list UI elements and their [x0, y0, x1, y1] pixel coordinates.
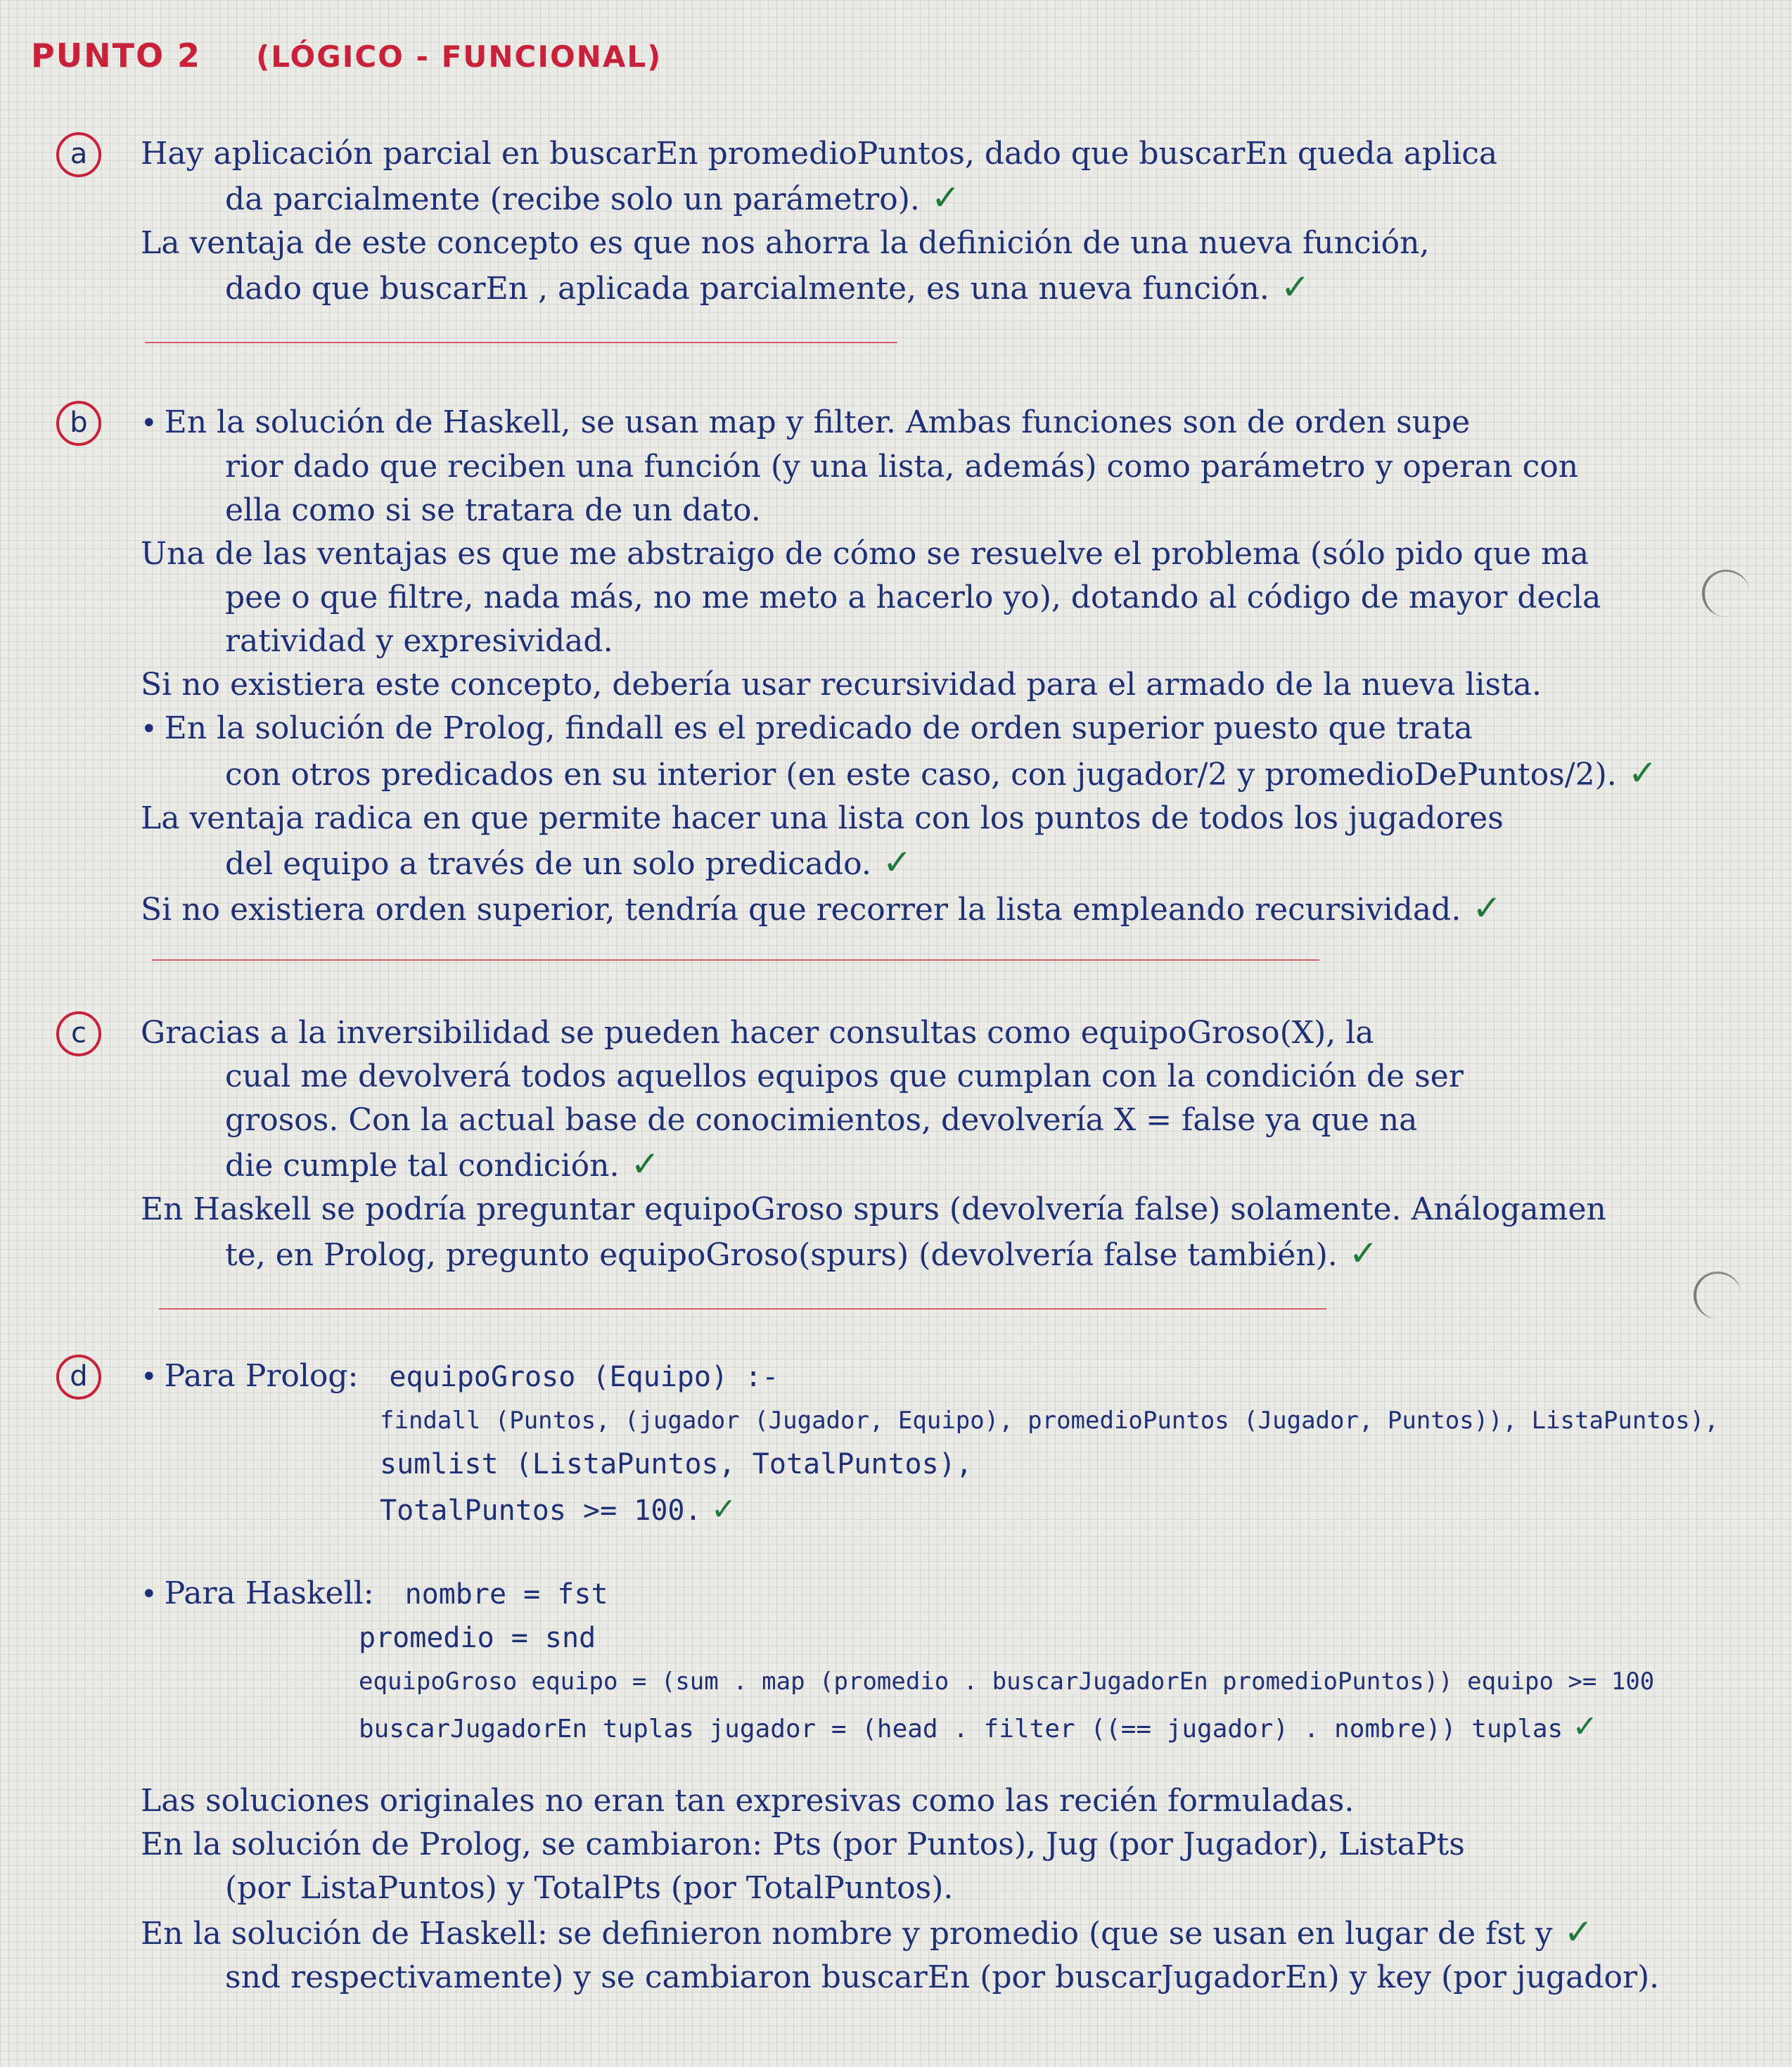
text-span: En la solución de Haskell: se definieron nombre y promedio (que se usan en lugar de fst y — [141, 1916, 1553, 1952]
section-divider — [159, 1308, 1326, 1310]
text-line: cual me devolverá todos aquellos equipos que cumplan con la condición de ser — [225, 1058, 1464, 1094]
section-c-body — [141, 1011, 1744, 1277]
text-line — [141, 1231, 1744, 1277]
check-mark-icon: ✓ — [1627, 753, 1658, 793]
check-mark-icon: ✓ — [630, 1144, 660, 1184]
bullet-icon: • — [141, 1578, 158, 1611]
text-line: Hay aplicación parcial en buscarEn promedioPuntos, dado que buscarEn queda aplica — [141, 136, 1498, 172]
section-b-body — [141, 401, 1744, 932]
prolog-label: Para Prolog: — [164, 1358, 359, 1394]
text-line: Gracias a la inversibilidad se pueden hacer consultas como equipoGroso(X), la — [141, 1015, 1374, 1051]
text-line: grosos. Con la actual base de conocimientos, devolvería X = false ya que na — [225, 1102, 1418, 1138]
text-line: En Haskell se podría preguntar equipoGroso spurs (devolvería false) solamente. Análogamen — [141, 1191, 1606, 1227]
text-line — [141, 1142, 1744, 1188]
haskell-header-line — [141, 1572, 1744, 1616]
check-mark-icon: ✓ — [1472, 888, 1502, 928]
text-line — [141, 751, 1744, 797]
text-line: La ventaja de este concepto es que nos ahorra la definición de una nueva función, — [141, 225, 1430, 261]
text-line: snd respectivamente) y se cambiaron buscarEn (por buscarJugadorEn) y key (por jugador). — [225, 1959, 1660, 1995]
text-line — [141, 840, 1744, 886]
prolog-header-line — [141, 1355, 1744, 1399]
bullet-icon: • — [141, 713, 158, 745]
check-mark-icon: ✓ — [1348, 1233, 1378, 1274]
text-line: Una de las ventajas es que me abstraigo de cómo se resuelve el problema (sólo pido que ma — [141, 536, 1589, 572]
text-line: Si no existiera este concepto, debería usar recursividad para el armado de la nueva lista. — [141, 667, 1542, 703]
code-line: equipoGroso equipo = (sum . map (promedio . buscarJugadorEn promedioPuntos)) equipo >= 100 — [359, 1668, 1655, 1696]
check-mark-icon: ✓ — [1563, 1912, 1594, 1952]
bullet-icon: • — [141, 407, 158, 440]
check-mark-icon: ✓ — [1280, 267, 1310, 307]
text-span: da parcialmente (recibe solo un parámetro). — [225, 181, 920, 217]
check-mark-icon: ✓ — [882, 842, 912, 883]
text-line: La ventaja radica en que permite hacer una lista con los puntos de todos los jugadores — [141, 800, 1504, 836]
text-line: ella como si se tratara de un dato. — [225, 492, 761, 528]
text-line: Las soluciones originales no eran tan expresivas como las recién formuladas. — [141, 1783, 1355, 1819]
text-line — [141, 401, 1744, 445]
check-mark-icon: ✓ — [930, 177, 961, 218]
text-line: En la solución de Prolog, se cambiaron: Pts (por Puntos), Jug (por Jugador), ListaPts — [141, 1826, 1465, 1862]
text-line: (por ListaPuntos) y TotalPts (por TotalPuntos). — [225, 1870, 954, 1906]
code-line — [141, 1486, 1744, 1532]
bullet-icon: • — [141, 1361, 158, 1393]
section-divider — [145, 342, 897, 343]
text-span: dado que buscarEn , aplicada parcialmente, es una nueva función. — [225, 271, 1269, 307]
text-span: En la solución de Haskell, se usan map y filter. Ambas funciones son de orden supe — [164, 404, 1471, 440]
text-span: con otros predicados en su interior (en este caso, con jugador/2 y promedioDePuntos/2). — [225, 757, 1617, 793]
code-line: sumlist (ListaPuntos, TotalPuntos), — [380, 1448, 973, 1480]
section-marker-b: b — [56, 401, 101, 446]
check-mark-icon: ✓ — [1574, 1705, 1596, 1746]
text-line — [141, 176, 1744, 222]
text-span: del equipo a través de un solo predicado. — [225, 846, 871, 882]
section-d-body — [141, 1355, 1744, 1999]
text-line: ratividad y expresividad. — [225, 623, 613, 659]
section-a-body — [141, 132, 1744, 311]
code-line — [141, 1703, 1744, 1751]
text-line — [141, 265, 1744, 311]
page-title — [31, 37, 662, 75]
code-line: promedio = snd — [359, 1622, 596, 1654]
text-line: pee o que filtre, nada más, no me meto a hacerlo yo), dotando al código de mayor decla — [225, 580, 1601, 615]
code-line: nombre = fst — [404, 1578, 608, 1611]
section-marker-d: d — [56, 1355, 101, 1400]
text-span: En la solución de Prolog, findall es el predicado de orden superior puesto que trata — [164, 710, 1473, 746]
title-sub: (LÓGICO - FUNCIONAL) — [256, 39, 663, 74]
text-span: buscarJugadorEn tuplas jugador = (head . filter ((== jugador) . nombre)) tuplas — [359, 1715, 1563, 1743]
code-line: findall (Puntos, (jugador (Jugador, Equipo), promedioPuntos (Jugador, Puntos)), ListaPuntos), — [380, 1407, 1719, 1435]
check-mark-icon: ✓ — [712, 1487, 734, 1528]
text-line — [141, 1910, 1744, 1956]
text-span: te, en Prolog, pregunto equipoGroso(spurs) (devolvería false también). — [225, 1237, 1338, 1273]
haskell-label: Para Haskell: — [164, 1575, 374, 1611]
section-divider — [152, 959, 1319, 961]
text-span: Si no existiera orden superior, tendría que recorrer la lista empleando recursividad. — [141, 892, 1461, 928]
section-marker-a: a — [56, 132, 101, 177]
text-line — [141, 707, 1744, 751]
text-line: rior dado que reciben una función (y una lista, además) como parámetro y operan con — [225, 449, 1579, 485]
code-line: equipoGroso (Equipo) :- — [389, 1361, 779, 1393]
text-line — [141, 886, 1744, 932]
text-span: die cumple tal condición. — [225, 1148, 620, 1184]
title-main: PUNTO 2 — [31, 37, 202, 75]
binder-hole — [1694, 1272, 1741, 1319]
text-span: TotalPuntos >= 100. — [380, 1495, 702, 1527]
section-marker-c: c — [56, 1011, 101, 1056]
